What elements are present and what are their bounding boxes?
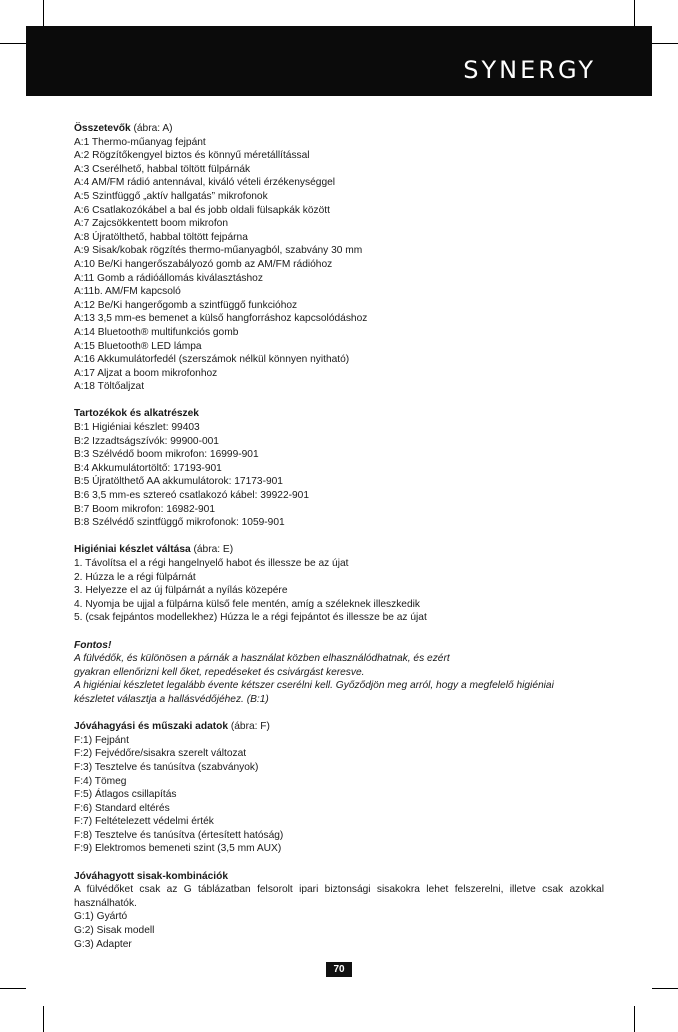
- list-item: A:14 Bluetooth® multifunkciós gomb: [74, 326, 239, 338]
- page-header-bar: [26, 26, 652, 96]
- list-item: B:6 3,5 mm-es sztereó csatlakozó kábel: 39922-901: [74, 490, 310, 502]
- list-item: 2. Húzza le a régi fülpárnát: [74, 571, 196, 583]
- list-item: A:8 Újratölthető, habbal töltött fejpárna: [74, 231, 248, 243]
- section-heading: Higiéniai készlet váltása (ábra: E): [74, 544, 234, 556]
- list-item: F:5) Átlagos csillapítás: [74, 789, 177, 801]
- list-item: F:8) Tesztelve és tanúsítva (értesített hatóság): [74, 829, 284, 841]
- list-item: A:16 Akkumulátorfedél (szerszámok nélkül könnyen nyitható): [74, 354, 350, 366]
- crop-mark: [0, 43, 26, 44]
- list-item: A:3 Cserélhető, habbal töltött fülpárnák: [74, 163, 251, 175]
- helmets-list: [74, 910, 604, 951]
- list-item: G:2) Sisak modell: [74, 925, 155, 937]
- crop-mark: [652, 43, 678, 44]
- list-item: F:9) Elektromos bemeneti szint (3,5 mm AUX): [74, 843, 282, 855]
- list-item: B:2 Izzadtságszívók: 99900-001: [74, 435, 219, 447]
- list-item: B:8 Szélvédő szintfüggő mikrofonok: 1059-901: [74, 517, 285, 529]
- list-item: B:7 Boom mikrofon: 16982-901: [74, 503, 216, 515]
- list-item: F:6) Standard eltérés: [74, 802, 170, 814]
- section-heading: Összetevők (ábra: A): [74, 123, 173, 134]
- list-item: A:6 Csatlakozókábel a bal és jobb oldali fülsapkák között: [74, 204, 330, 216]
- page-number: 70: [326, 962, 352, 977]
- crop-mark: [43, 0, 44, 26]
- section-approval: [74, 720, 604, 856]
- list-item: A:7 Zajcsökkentett boom mikrofon: [74, 218, 229, 230]
- list-item: F:2) Fejvédőre/sisakra szerelt változat: [74, 748, 247, 760]
- notice-line: A higiéniai készletet legalább évente kétszer cserélni kell. Győződjön meg arról, hogy a megfelelő higiéniai: [74, 680, 554, 692]
- list-item: A:15 Bluetooth® LED lámpa: [74, 340, 202, 352]
- list-item: A:13 3,5 mm-es bemenet a külső hangforráshoz kapcsolódáshoz: [74, 313, 368, 325]
- components-list: [74, 136, 604, 394]
- list-item: B:5 Újratölthető AA akkumulátorok: 17173-901: [74, 476, 283, 488]
- section-components: [74, 122, 604, 394]
- list-item: A:2 Rögzítőkengyel biztos és könnyű méretállítással: [74, 150, 310, 162]
- list-item: F:3) Tesztelve és tanúsítva (szabványok): [74, 761, 259, 773]
- approval-list: [74, 734, 604, 856]
- section-accessories: [74, 407, 604, 529]
- important-notice: [74, 652, 604, 706]
- crop-mark: [652, 988, 678, 989]
- list-item: 1. Távolítsa el a régi hangelnyelő habot és illessze be az újat: [74, 558, 349, 569]
- list-item: F:4) Tömeg: [74, 775, 127, 787]
- section-heading: Fontos!: [74, 639, 112, 651]
- list-item: A:18 Töltőaljzat: [74, 381, 145, 393]
- section-helmets: [74, 870, 604, 952]
- list-item: B:1 Higiéniai készlet: 99403: [74, 422, 200, 434]
- list-item: B:3 Szélvédő boom mikrofon: 16999-901: [74, 449, 259, 461]
- list-item: A:1 Thermo-műanyag fejpánt: [74, 136, 206, 148]
- list-item: A:12 Be/Ki hangerőgomb a szintfüggő funkcióhoz: [74, 299, 298, 311]
- accessories-list: [74, 421, 604, 530]
- section-important: [74, 639, 604, 707]
- list-item: A:17 Aljzat a boom mikrofonhoz: [74, 367, 218, 379]
- list-item: F:7) Feltételezett védelmi érték: [74, 816, 214, 828]
- manual-content: [74, 122, 604, 965]
- list-item: A:10 Be/Ki hangerőszabályozó gomb az AM/FM rádióhoz: [74, 258, 333, 270]
- crop-mark: [43, 1006, 44, 1032]
- crop-mark: [634, 1006, 635, 1032]
- list-item: A:5 Szintfüggő „aktív hallgatás” mikrofonok: [74, 190, 268, 202]
- list-item: A:11 Gomb a rádióállomás kiválasztáshoz: [74, 272, 263, 284]
- section-heading: Tartozékok és alkatrészek: [74, 408, 199, 420]
- notice-line: gyakran ellenőrizni kell őket, repedéseket és csivárgást keresve.: [74, 666, 365, 678]
- brand-logo: SYNERGY: [463, 56, 596, 84]
- helmets-paragraph: A fülvédőket csak az G táblázatban felsorolt ipari biztonsági sisakokra lehet felszerelni, illetve csak azokkal használhatók.: [74, 884, 604, 909]
- crop-mark: [634, 0, 635, 26]
- list-item: A:11b. AM/FM kapcsoló: [74, 286, 181, 298]
- list-item: G:1) Gyártó: [74, 911, 128, 923]
- section-hygiene: [74, 543, 604, 625]
- list-item: 5. (csak fejpántos modellekhez) Húzza le a régi fejpántot és illessze be az újat: [74, 612, 427, 624]
- list-item: G:3) Adapter: [74, 938, 132, 950]
- list-item: 3. Helyezze el az új fülpárnát a nyílás közepére: [74, 585, 288, 597]
- list-item: B:4 Akkumulátortöltő: 17193-901: [74, 462, 222, 474]
- section-heading: Jóváhagyott sisak-kombinációk: [74, 870, 228, 882]
- notice-line: A fülvédők, és különösen a párnák a használat közben elhasználódhatnak, és ezért: [74, 653, 450, 665]
- section-heading: Jóváhagyási és műszaki adatok (ábra: F): [74, 721, 270, 733]
- list-item: A:4 AM/FM rádió antennával, kiváló vételi érzékenységgel: [74, 177, 336, 189]
- list-item: 4. Nyomja be ujjal a fülpárna külső fele mentén, amíg a széleknek illeszkedik: [74, 598, 420, 610]
- crop-mark: [0, 988, 26, 989]
- hygiene-steps-list: [74, 557, 604, 625]
- list-item: F:1) Fejpánt: [74, 734, 129, 746]
- list-item: A:9 Sisak/kobak rögzítés thermo-műanyagból, szabvány 30 mm: [74, 245, 363, 257]
- notice-line: készletet választja a hallásvédőjéhez. (B:1): [74, 693, 269, 705]
